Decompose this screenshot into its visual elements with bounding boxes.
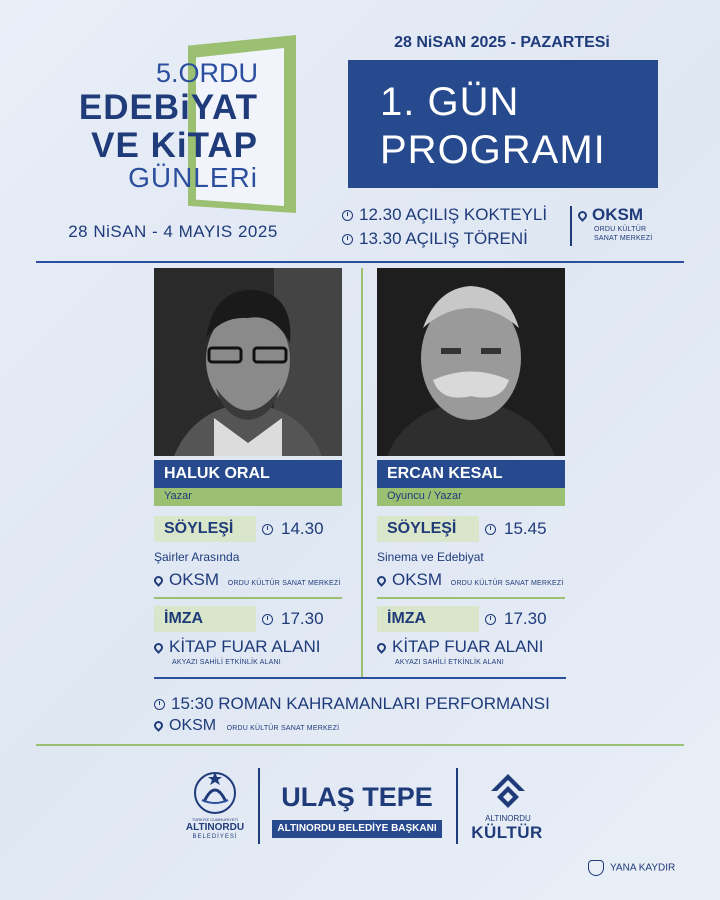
speaker-name: ERCAN KESAL <box>377 460 565 488</box>
festival-title-line1: EDEBiYAT <box>78 88 258 127</box>
signing-venue: KİTAP FUAR ALANI <box>154 637 320 657</box>
logo2-line2: KÜLTÜR <box>471 823 543 842</box>
location-pin-icon <box>152 719 165 732</box>
logo1-line1: TÜRKİYE CUMHURİYETİ <box>191 817 239 822</box>
footer-divider <box>36 744 684 746</box>
speaker-photo-ercan-kesal <box>377 268 565 456</box>
speaker-role: Oyuncu / Yazar <box>377 488 565 506</box>
opening-event-2: 13.30 AÇILIŞ TÖRENİ <box>342 229 528 249</box>
swipe-hint[interactable]: YANA KAYDIR <box>588 860 675 876</box>
talk-time: 14.30 <box>262 519 324 539</box>
festival-title-line2: VE KiTAP <box>91 126 258 165</box>
opening-venue-sub1: ORDU KÜLTÜR <box>594 226 647 233</box>
section-divider <box>154 677 566 679</box>
day-date: 28 NiSAN 2025 - PAZARTESi <box>394 34 610 51</box>
performance-venue: OKSM ORDU KÜLTÜR SANAT MERKEZİ <box>154 717 339 735</box>
divider <box>570 206 572 246</box>
opening-event-1: 12.30 AÇILIŞ KOKTEYLİ <box>342 205 547 225</box>
clock-icon <box>485 524 496 535</box>
festival-dates: 28 NiSAN - 4 MAYIS 2025 <box>68 222 278 241</box>
talk-title: Sinema ve Edebiyat <box>377 550 484 564</box>
clock-icon <box>154 699 165 710</box>
day-title-line1: 1. GÜN <box>380 80 520 124</box>
signing-venue-sub: AKYAZI SAHİLİ ETKİNLİK ALANI <box>172 659 281 666</box>
clock-icon <box>342 234 353 245</box>
signing-venue: KİTAP FUAR ALANI <box>377 637 543 657</box>
day-title-line2: PROGRAMI <box>380 128 606 172</box>
festival-edition: 5.ORDU <box>155 58 258 88</box>
separator <box>154 597 342 599</box>
logo1-line2: ALTINORDU <box>185 822 245 833</box>
column-divider <box>361 268 363 678</box>
signing-label: İMZA <box>154 606 256 632</box>
header-divider <box>36 261 684 263</box>
logo1-line3: BELEDİYESİ <box>192 834 238 840</box>
speaker-role: Yazar <box>154 488 342 506</box>
mayor-name: ULAŞ TEPE <box>281 782 433 812</box>
clock-icon <box>342 210 353 221</box>
talk-title: Şairler Arasında <box>154 550 240 564</box>
signing-time: 17.30 <box>485 609 547 629</box>
location-pin-icon <box>152 641 165 654</box>
location-pin-icon <box>576 209 589 222</box>
signing-venue-sub: AKYAZI SAHİLİ ETKİNLİK ALANI <box>395 659 504 666</box>
mayor-title: ALTINORDU BELEDİYE BAŞKANI <box>272 820 442 838</box>
talk-label: SÖYLEŞİ <box>154 516 256 542</box>
day-title-box <box>348 60 658 188</box>
signing-time: 17.30 <box>262 609 324 629</box>
clock-icon <box>485 614 496 625</box>
signing-label: İMZA <box>377 606 479 632</box>
speaker-name: HALUK ORAL <box>154 460 342 488</box>
speaker-photo-haluk-oral <box>154 268 342 456</box>
opening-venue: OKSM <box>578 205 643 225</box>
opening-venue-sub2: SANAT MERKEZİ <box>594 235 653 242</box>
festival-title-line3: GÜNLERi <box>128 162 258 193</box>
location-pin-icon <box>152 574 165 587</box>
logo2-line1: ALTINORDU <box>485 814 531 823</box>
location-pin-icon <box>375 574 388 587</box>
talk-venue: OKSM ORDU KÜLTÜR SANAT MERKEZİ <box>377 570 564 590</box>
altinordu-municipality-logo <box>192 770 238 816</box>
hand-swipe-icon <box>588 860 604 876</box>
clock-icon <box>262 524 273 535</box>
altinordu-kultur-logo <box>489 772 527 810</box>
talk-time: 15.45 <box>485 519 547 539</box>
footer-divider-right <box>456 768 458 844</box>
clock-icon <box>262 614 273 625</box>
talk-label: SÖYLEŞİ <box>377 516 479 542</box>
talk-venue: OKSM ORDU KÜLTÜR SANAT MERKEZİ <box>154 570 341 590</box>
separator <box>377 597 565 599</box>
performance-event: 15:30 ROMAN KAHRAMANLARI PERFORMANSI <box>154 694 550 714</box>
location-pin-icon <box>375 641 388 654</box>
footer-divider-left <box>258 768 260 844</box>
